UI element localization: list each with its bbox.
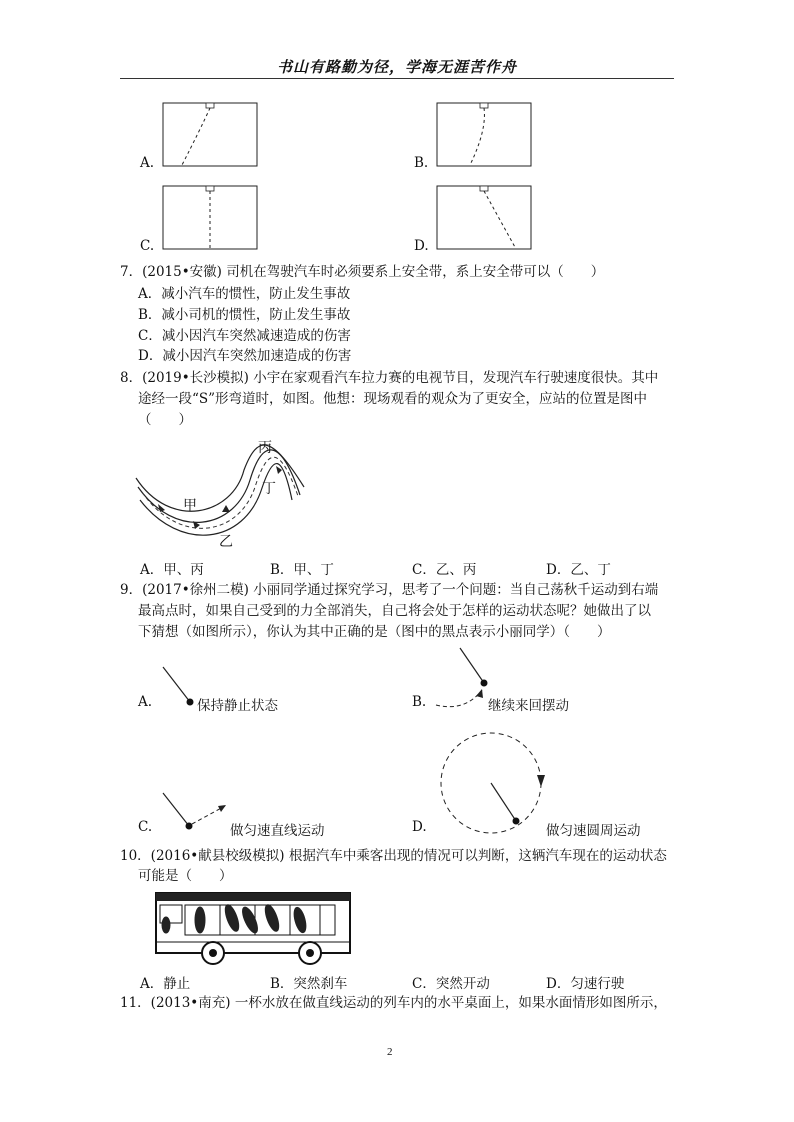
- q9-caption-a: 保持静止状态: [197, 698, 278, 714]
- q8-stem-line-1: 8．(2019•长沙模拟) 小宇在家观看汽车拉力赛的电视节目，发现汽车行驶速度很快。其中: [120, 370, 659, 386]
- q6-label-b: B.: [414, 155, 429, 171]
- q9-caption-c: 做匀速直线运动: [230, 823, 325, 839]
- q10-stem-line-1: 10．(2016•献县校级模拟) 根据汽车中乘客出现的情况可以判断，这辆汽车现在的运动状态: [120, 848, 667, 864]
- q7-stem: 7．(2015•安徽) 司机在驾驶汽车时必须要系上安全带，系上安全带可以（ ）: [120, 264, 605, 280]
- q8-stem-line-2: 途经一段“S”形弯道时，如图。他想：现场观看的观众为了更安全，应站的位置是图中: [138, 391, 648, 407]
- q8-option-d: D．乙、丁: [546, 562, 611, 578]
- q10-option-b: B．突然刹车: [270, 976, 348, 992]
- q7-option-b: B．减小司机的惯性，防止发生事故: [138, 307, 351, 323]
- q8-label-yi: 乙: [219, 534, 233, 550]
- q7-option-c: C．减小因汽车突然减速造成的伤害: [138, 328, 351, 344]
- q10-option-a: A．静止: [140, 976, 191, 992]
- q8-label-bing: 丙: [258, 440, 272, 456]
- q7-option-d: D．减小因汽车突然加速造成的伤害: [138, 348, 352, 364]
- q8-option-b: B．甲、丁: [270, 562, 334, 578]
- q8-label-ding: 丁: [262, 481, 276, 497]
- q6-label-a: A.: [140, 155, 155, 171]
- q8-option-c: C．乙、丙: [412, 562, 477, 578]
- q10-option-c: C．突然开动: [412, 976, 490, 992]
- q11-stem: 11．(2013•南充) 一杯水放在做直线运动的列车内的水平桌面上，如果水面情形如图所示，: [120, 995, 667, 1011]
- q7-option-a: A．减小汽车的惯性，防止发生事故: [138, 286, 351, 302]
- q10-stem-line-2: 可能是（ ）: [138, 868, 233, 884]
- q9-stem-line-1: 9．(2017•徐州二模) 小丽同学通过探究学习，思考了一个问题：当自己荡秋千运动到右端: [120, 582, 659, 598]
- q9-stem-line-2: 最高点时，如果自己受到的力全部消失，自己将会处于怎样的运动状态呢？她做出了以: [138, 603, 651, 619]
- q6-label-c: C.: [140, 238, 155, 254]
- q9-label-b: B.: [412, 694, 427, 710]
- q9-caption-d: 做匀速圆周运动: [546, 823, 641, 839]
- q8-label-jia: 甲: [183, 498, 197, 514]
- q9-stem-line-3: 下猜想（如图所示），你认为其中正确的是（图中的黑点表示小丽同学）（ ）: [138, 624, 611, 640]
- page-number: 2: [387, 1046, 393, 1058]
- q9-label-a: A.: [138, 694, 153, 710]
- q9-label-c: C.: [138, 819, 153, 835]
- q10-option-d: D．匀速行驶: [546, 976, 625, 992]
- q8-stem-line-3: （ ）: [138, 412, 192, 428]
- q8-option-a: A．甲、丙: [140, 562, 204, 578]
- q9-caption-b: 继续来回摆动: [488, 698, 569, 714]
- page-header: 书山有路勤为径，学海无涯苦作舟: [276, 58, 517, 76]
- q9-label-d: D.: [412, 819, 427, 835]
- q6-label-d: D.: [414, 238, 429, 254]
